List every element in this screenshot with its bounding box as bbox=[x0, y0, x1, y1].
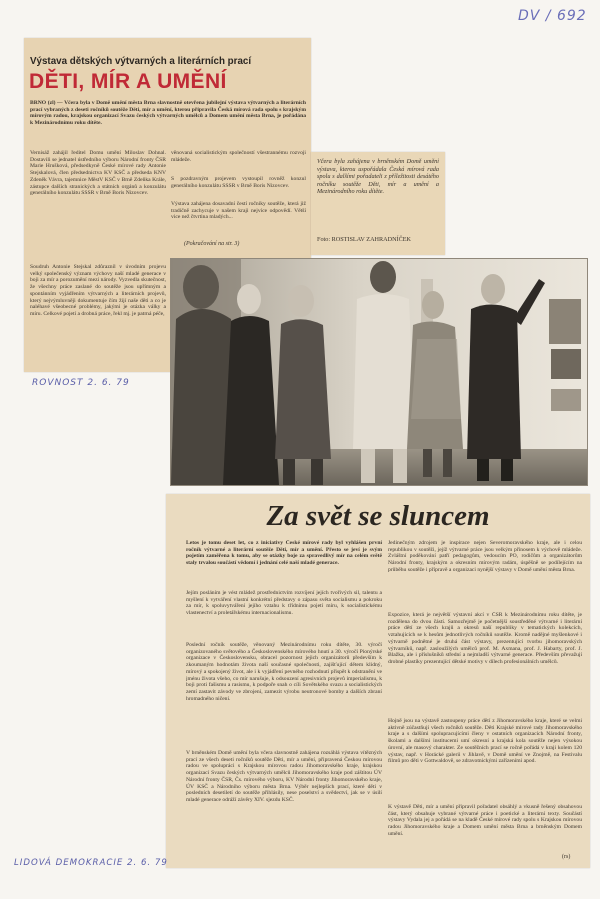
photo-credit: Foto: ROSTISLAV ZAHRADNÍČEK bbox=[317, 236, 411, 243]
archive-mark: DV / 692 bbox=[518, 8, 587, 24]
paragraph-5: Expozice, která je největší výstavní akcí v ČSR k Mezinárodnímu roku dítěte, je rozdělena do dvou částí. Samozřejmě je početnější soustředěné výtvarné i literární práce dětí ze všech krajů a okresů naší republiky v tematických kolekcích, vztahujících se k hesům jednotlivých ročníků soutěže. Kromě nadějné myšlenkové i výtvarně podnětné je druhá část výstavy, prezentující tvorbu jihomoravských výtvarníků, např. zasloužilých umělců prof. M. Axmana, prof. J. Habarty, prof. J. Blažka, ale i příslušníků střední a nejmladší výtvarné generace. Především převažují drobné plastiky prezentující dětské motivy v dílech profesionálních umělců. bbox=[388, 612, 582, 665]
paragraph-4: Jedinečným zdrojem je inspirace nejen Severomoravského kraje, ale i celou republikou v soutěži, jejíž výtvarné práce jsou velkým přínosem k výchově mládeže. Zvláštní poděkování patří pedagogům, vedoucím PO, rodičům a organizátorům Národní fronty, krajským a okresním mírovým radám, úspěšně se podílejícím na průběhu soutěže i přípravě a organizaci nynější výstavy v Domě umění města Brna. bbox=[388, 540, 582, 573]
photo-image bbox=[171, 259, 587, 485]
headline-2: Za svět se sluncem bbox=[266, 500, 490, 532]
paragraph-7: K výstavě Děti, mír a umění připravil pořadatel obsáhlý a vkusně řešený obsahovou část, který obsahuje vybrané výtvarné práce i poetické a literární texty. Součástí výstavy Vydala jej a pořádá se na kladě České mírové rady spolu s Krajskou mírovou radou Jihomoravského kraje a Domem umění města Brna a brněnským Domem umění. bbox=[388, 804, 582, 837]
paragraph-1: Jejím posláním je vést mládež prostřednictvím rozvíjení jejích tvořivých sil, talentu a myšlení k vytváření vlastní konkrétní představy o zápasu světa socialismu a pokroku za mír, k spoluvytváření jejího vztahu k třídnímu pojetí míru, k socialistickému vlastenectví a proletářskému internacionalismu. bbox=[186, 590, 382, 617]
handwritten-source-lidova-demokracie: LIDOVÁ DEMOKRACIE 2. 6. 79 bbox=[14, 858, 168, 868]
paragraph-6: Hojně jsou na výstavě zastoupeny práce dětí z Jihomoravského kraje, které se velmi aktivně zúčastňují všech ročníků soutěže. Děti Krajské mírové rady Jihomoravského kraje a s dalšími spolupracujícími členy v ostatních organizacích Národní fronty, školami a dalšími institucemi umí okresní a krajská kola soutěže nejen výsokou úrovní, ale masový charakter. Ze soutěžních prací se ročně pořádá v kraji kolem 120 výstav, např. v Horácké galerii v Jihlavě, v Domě umění ve Znojmě, na Festivalu filmů pro děti v Gottwaldově, se zdravotnickými zařízeními apod. bbox=[388, 718, 582, 765]
headline: DĚTI, MÍR A UMĚNÍ bbox=[29, 70, 227, 93]
clipping-lidova-demokracie bbox=[166, 494, 590, 868]
continued-note: (Pokračování na str. 3) bbox=[184, 241, 240, 247]
author-signature: (rs) bbox=[562, 854, 571, 860]
paragraph-3: V brněnském Domě umění byla včera slavnostně zahájena rozsáhlá výstava vítězných prací ze všech deseti ročníků soutěže Děti, mír a umění, připravená Českou mírovou radou ve spolupráci s Krajskou mírovou radou Jihomoravského kraje, krajskou organizací Svazu českých výtvarných umělců Jihomoravského kraje pod záštitou ÚV Národní fronty ČSR, Čs. mírového výboru, KV Národní fronty Jihomoravského kraje, ÚV KSČ a Národního výboru města Brna. Výběr nejlepších prací, které děti v posledních desetiletí do soutěže přihlásily, nese poselství a svědectví, jak se v úsilí mladé generace odráží závěry XIV. sjezdu KSČ. bbox=[186, 750, 382, 803]
paragraph-2: Poslední ročník soutěže, věnovaný Mezinárodnímu roku dítěte, 30. výročí organizovaného světového a Československého mírového hnutí a 30. výročí Pionýrské organizace v Československu, obracel pozornost jejich organizátorů především k zkoumaným hodnotám života naší současné společnosti, zajišťující dětem klidný, mírový a spokojený život, ale i k vyjádření pevného rozhodnutí přispět k odstranění ve jménu života všeho, co mír narušuje, k odsouzení agresivních projevů imperialismu, k boji proti fašismu a rasismu, k podpoře snah o cíli Sovětského svazu a socialistických zemí zastavit závody ve zbrojení, zamezit výrobu neutronové bomby a dalších zbraní hromadného ničení. bbox=[186, 642, 382, 702]
body-column-2: věnovaná socialistickým společností všestrannému rozvoji mládeže. bbox=[171, 150, 306, 163]
body-column-1b: Soudruh Antonie Stejskal zdůraznil v úvodním projevu velký společenský význam výchovy naší mladé generace v boji za mír a porozumění mezi národy. Vyzvedla skutečnost, že všechny práce zaslané do soutěže jsou upřímným a spontánním vyjádřením výtvarných a literárních projevů, který nejvýmluvněji dokumentuje čím žijí naše děti a co je naléhavé všeobecné problémy, jakými je otázka války a míru. Celkové pojetí a drobná práce, řekl mj. je patrná péče, bbox=[30, 264, 166, 317]
kicker: Výstava dětských výtvarných a literárních prací bbox=[30, 56, 252, 67]
photo-caption: Včera byla zahájena v brněnském Domě umění výstava, kterou uspořádala Česká mírová rada spolu s dalšími pořadateli z příležitosti desátého ročníku soutěže Děti, mír a umění a Mezinárodního roku dítěte. bbox=[317, 158, 439, 196]
body-column-2b: S pozdravným projevem vystoupil rovněž konzul generálního konzulátu SSSR v Brně Boris Nizovcev. bbox=[171, 176, 306, 189]
handwritten-source-rovnost: ROVNOST 2. 6. 79 bbox=[32, 378, 130, 388]
body-column-1: Vernisáž zahájil ředitel Domu umění Miloslav Dohnal. Dostavili se jednatel ústředního výboru Národní fronty ČSR Marie Hrušková, předsedkyně České mírové rady Antonie Stejskalová, člen předsednictva KV KSČ a předseda KNV Zdeněk Vávra, tajemnice MěstV KSČ v Brně Zdeňka Krále, zástupce dalších stranických a státních orgánů a konzulátu generálního konzulátu SSSR v Brně Boris Nizovcev. bbox=[30, 150, 166, 197]
vernissage-photo bbox=[170, 258, 588, 486]
lead-paragraph-2: Letos je tomu deset let, co z iniciativy České mírové rady byl vyhlášen první ročník výtvarné a literární soutěže Děti, mír a umění. Přesto se jeví je svým pojetím zaměřena k tomu, aby se otázky boje za spravedlivý mír na celém světě staly trvalou součástí vědomí i jednání celé naší mladé generace. bbox=[186, 540, 382, 567]
photo-caption-box bbox=[311, 152, 445, 255]
lead-paragraph: BRNO (zl) — Včera byla v Domě umění města Brna slavnostně otevřena jubilejní výstava výtvarných a literárních prací vybraných z deseti ročníků soutěže Děti, mír a umění, kterou připravila Česká mírová rada spolu s krajským mírovým radou, krajskou organizací Svazu českých výtvarných umělců a Domem umění města Brna, je pořádána k Mezinárodnímu roku dítěte. bbox=[30, 100, 306, 127]
body-column-2c: Výstava zahájena dosavadní čestí ročníky soutěže, která již tradičně zachycuje v našem kraji nejvíce odpovědí. Větší vice než čtvrtina mladých... bbox=[171, 201, 306, 221]
